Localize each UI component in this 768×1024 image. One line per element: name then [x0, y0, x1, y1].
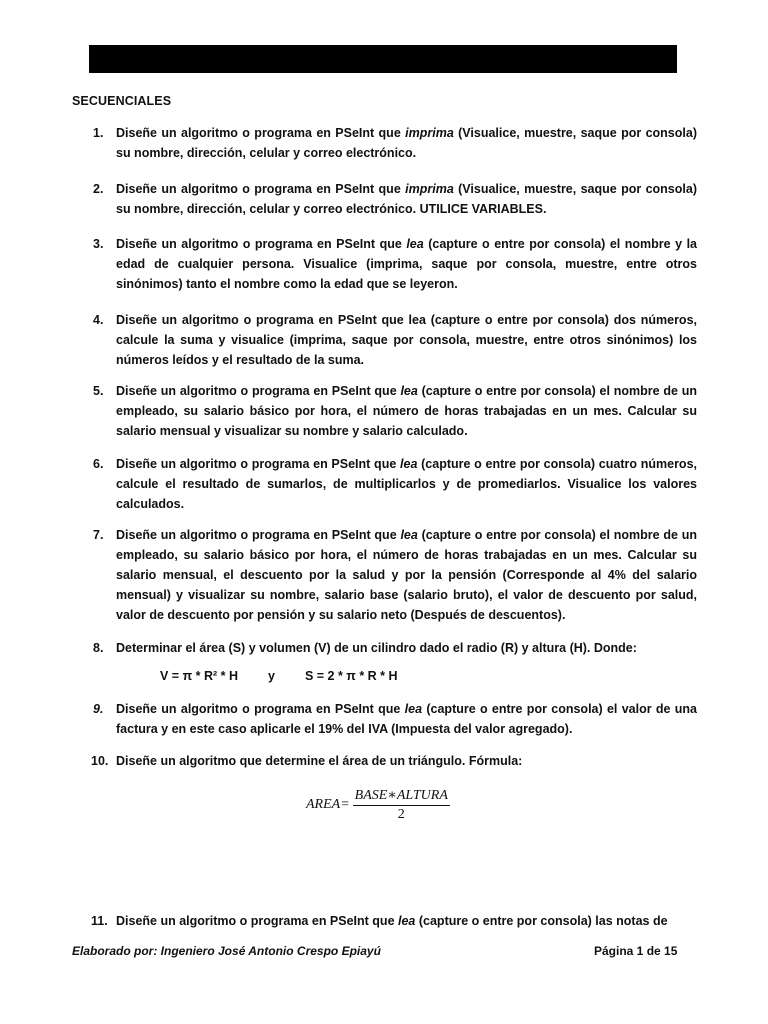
exercise-number: 9.	[93, 702, 104, 716]
exercise-item-9	[93, 699, 697, 739]
volume-formula: V = π * R² * H	[160, 669, 238, 683]
exercise-text: Diseñe un algoritmo o programa en PSeInt que lea (capture o entre por consola) el valor de una factura y en este caso aplicarle el 19% del IVA (Impuesta del valor agregado).	[116, 702, 697, 736]
exercise-text: Diseñe un algoritmo que determine el área de un triángulo. Fórmula:	[116, 754, 523, 768]
exercise-item-1	[93, 123, 697, 163]
exercise-item-3	[93, 234, 697, 294]
redacted-header-bar	[89, 45, 677, 73]
formula-denominator: 2	[397, 807, 405, 822]
exercise-number: 10.	[91, 754, 109, 768]
section-title: SECUENCIALES	[72, 94, 172, 108]
exercise-item-8	[93, 638, 697, 658]
exercise-item-10	[93, 751, 697, 771]
exercise-item-2	[93, 179, 697, 219]
exercise-number: 6.	[93, 457, 104, 471]
exercise-number: 7.	[93, 528, 104, 542]
exercise-item-4	[93, 310, 697, 370]
exercise-item-5	[93, 381, 697, 441]
exercise-text: Diseñe un algoritmo o programa en PSeInt que lea (capture o entre por consola) el nombre de un empleado, su salario básico por hora, el número de horas trabajadas en un mes. Calcular su salario mensual y visualizar su nombre y salario calculado.	[116, 384, 697, 438]
formula-lhs: AREA=	[306, 797, 350, 812]
exercise-text: Diseñe un algoritmo o programa en PSeInt que imprima (Visualice, muestre, saque por consola) su nombre, dirección, celular y correo electrónico.	[116, 126, 697, 160]
exercise-text: Diseñe un algoritmo o programa en PSeInt que lea (capture o entre por consola) cuatro números, calcule el resultado de sumarlos, de multiplicarlos y de promediarlos. Visualice los valores calculados.	[116, 457, 697, 511]
footer-page-number: Página 1 de 15	[594, 944, 678, 958]
exercise-number: 8.	[93, 641, 104, 655]
exercise-item-11	[93, 911, 697, 931]
exercise-number: 1.	[93, 126, 104, 140]
formula-fraction	[353, 787, 450, 823]
exercise-number: 2.	[93, 182, 104, 196]
cylinder-formula	[160, 669, 398, 683]
triangle-area-formula	[306, 787, 450, 823]
exercise-text: Diseñe un algoritmo o programa en PSeInt que lea (capture o entre por consola) el nombre y la edad de cualquier persona. Visualice (imprima, saque por consola, muestre, entre otros sinónimos) tanto el nombre como la edad que se leyeron.	[116, 237, 697, 291]
exercise-text: Diseñe un algoritmo o programa en PSeInt que lea (capture o entre por consola) dos números, calcule la suma y visualice (imprima, saque por consola, muestre, entre otros sinónimos) los números leídos y el resultado de la suma.	[116, 313, 697, 367]
footer-author: Elaborado por: Ingeniero José Antonio Crespo Epiayú	[72, 944, 381, 958]
exercise-item-6	[93, 454, 697, 514]
exercise-text: Diseñe un algoritmo o programa en PSeInt que lea (capture o entre por consola) las notas de	[116, 914, 668, 928]
exercise-text: Diseñe un algoritmo o programa en PSeInt que lea (capture o entre por consola) el nombre de un empleado, su salario básico por hora, el número de horas trabajadas en un mes. Calcular su salario mensual, el descuento por la salud y por la pensión (Corresponde al 4% del salario mensual) y visualizar su nombre, salario base (salario bruto), el valor de descuento por salud, valor de descuento por pensión y su salario neto (Después de descuentos).	[116, 528, 697, 622]
area-formula: S = 2 * π * R * H	[304, 669, 398, 683]
exercise-text: Diseñe un algoritmo o programa en PSeInt que imprima (Visualice, muestre, saque por consola) su nombre, dirección, celular y correo electrónico. UTILICE VARIABLES.	[116, 182, 697, 216]
exercise-number: 5.	[93, 384, 104, 398]
exercise-item-7	[93, 525, 697, 625]
formula-numerator: BASE∗ALTURA	[353, 787, 450, 806]
exercise-number: 11.	[91, 914, 108, 928]
formula-connector: y	[268, 669, 275, 683]
exercise-number: 4.	[93, 313, 104, 327]
exercise-text: Determinar el área (S) y volumen (V) de un cilindro dado el radio (R) y altura (H). Donde:	[116, 641, 637, 655]
exercise-number: 3.	[93, 237, 104, 251]
